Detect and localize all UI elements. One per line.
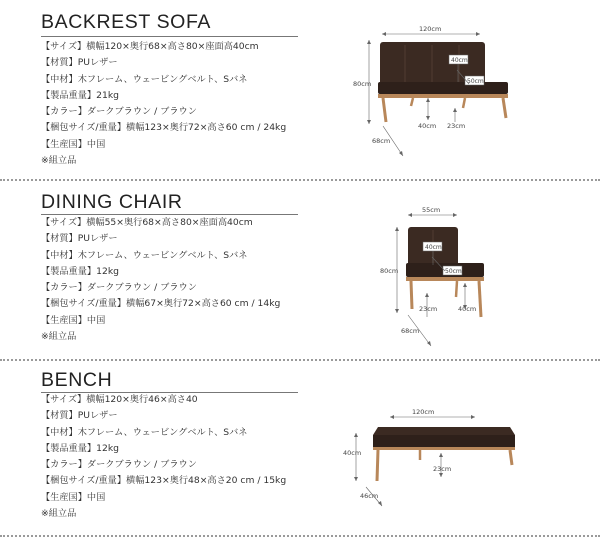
bench-spec-assembly: ※組立品 — [41, 508, 77, 520]
chair-spec-origin: 【生産国】中国 — [41, 314, 106, 326]
chair-spec-weight: 【製品重量】12kg — [41, 265, 119, 277]
chair-dim-leg: 23cm — [419, 305, 438, 313]
sofa-spec-package: 【梱包サイズ/重量】横幅123×奥行72×高さ60 cm / 24kg — [41, 122, 287, 134]
chair-spec-color: 【カラー】ダークブラウン / ブラウン — [41, 282, 197, 294]
chair-spec-material: 【材質】PUレザー — [41, 233, 118, 245]
bench-spec-list — [41, 392, 286, 522]
sofa-spec-size: 【サイズ】横幅120×奥行68×高さ80×座面高40cm — [41, 41, 259, 52]
sofa-dim-seat-height: 40cm — [418, 122, 437, 130]
chair-title: DINING CHAIR — [41, 191, 183, 213]
chair-spec-list — [41, 215, 280, 345]
bench-illustration — [340, 405, 525, 510]
chair-dim-seat: 50cm — [445, 268, 462, 275]
section-divider-1 — [0, 179, 600, 181]
sofa-spec-assembly: ※組立品 — [41, 155, 77, 167]
bench-spec-package: 【梱包サイズ/重量】横幅123×奥行48×高さ20 cm / 15kg — [41, 475, 287, 487]
sofa-dim-depth: 68cm — [372, 137, 391, 145]
chair-dim-back: 40cm — [425, 244, 442, 251]
bench-spec-color: 【カラー】ダークブラウン / ブラウン — [41, 459, 197, 471]
bench-dim-leg: 23cm — [433, 465, 452, 473]
sofa-spec-filling: 【中材】木フレーム、ウェービングベルト、Sバネ — [41, 73, 248, 85]
chair-spec-size: 【サイズ】横幅55×奥行68×高さ80×座面高40cm — [41, 217, 253, 228]
sofa-dim-seat: 50cm — [467, 78, 484, 85]
chair-dim-height: 80cm — [380, 267, 399, 275]
chair-dim-width: 55cm — [422, 206, 441, 214]
sofa-dim-width: 120cm — [419, 25, 442, 33]
bench-spec-material: 【材質】PUレザー — [41, 410, 118, 422]
section-divider-2 — [0, 359, 600, 361]
sofa-title: BACKREST SOFA — [41, 11, 211, 33]
sofa-spec-list — [41, 39, 286, 169]
chair-illustration — [375, 205, 505, 350]
bench-spec-weight: 【製品重量】12kg — [41, 442, 119, 454]
chair-dim-seat-height: 40cm — [458, 305, 477, 313]
sofa-dim-height: 80cm — [353, 80, 372, 88]
sofa-dim-leg: 23cm — [447, 122, 466, 130]
section-divider-3 — [0, 535, 600, 537]
sofa-spec-color: 【カラー】ダークブラウン / ブラウン — [41, 106, 197, 118]
sofa-title-underline — [41, 36, 298, 37]
chair-dim-depth: 68cm — [401, 327, 420, 335]
bench-dim-width: 120cm — [412, 408, 435, 416]
sofa-spec-material: 【材質】PUレザー — [41, 57, 118, 69]
chair-spec-assembly: ※組立品 — [41, 331, 77, 343]
bench-title: BENCH — [41, 369, 113, 391]
bench-spec-origin: 【生産国】中国 — [41, 491, 106, 503]
sofa-dim-back: 40cm — [451, 57, 468, 64]
bench-dim-height: 40cm — [343, 449, 362, 457]
sofa-spec-origin: 【生産国】中国 — [41, 138, 106, 150]
bench-spec-size: 【サイズ】横幅120×奥行46×高さ40 — [41, 394, 198, 405]
bench-spec-filling: 【中材】木フレーム、ウェービングベルト、Sバネ — [41, 426, 248, 438]
chair-spec-filling: 【中材】木フレーム、ウェービングベルト、Sバネ — [41, 249, 248, 261]
chair-spec-package: 【梱包サイズ/重量】横幅67×奥行72×高さ60 cm / 14kg — [41, 298, 281, 310]
sofa-illustration — [345, 22, 525, 162]
sofa-spec-weight: 【製品重量】21kg — [41, 89, 119, 101]
bench-dim-depth: 46cm — [360, 492, 379, 500]
